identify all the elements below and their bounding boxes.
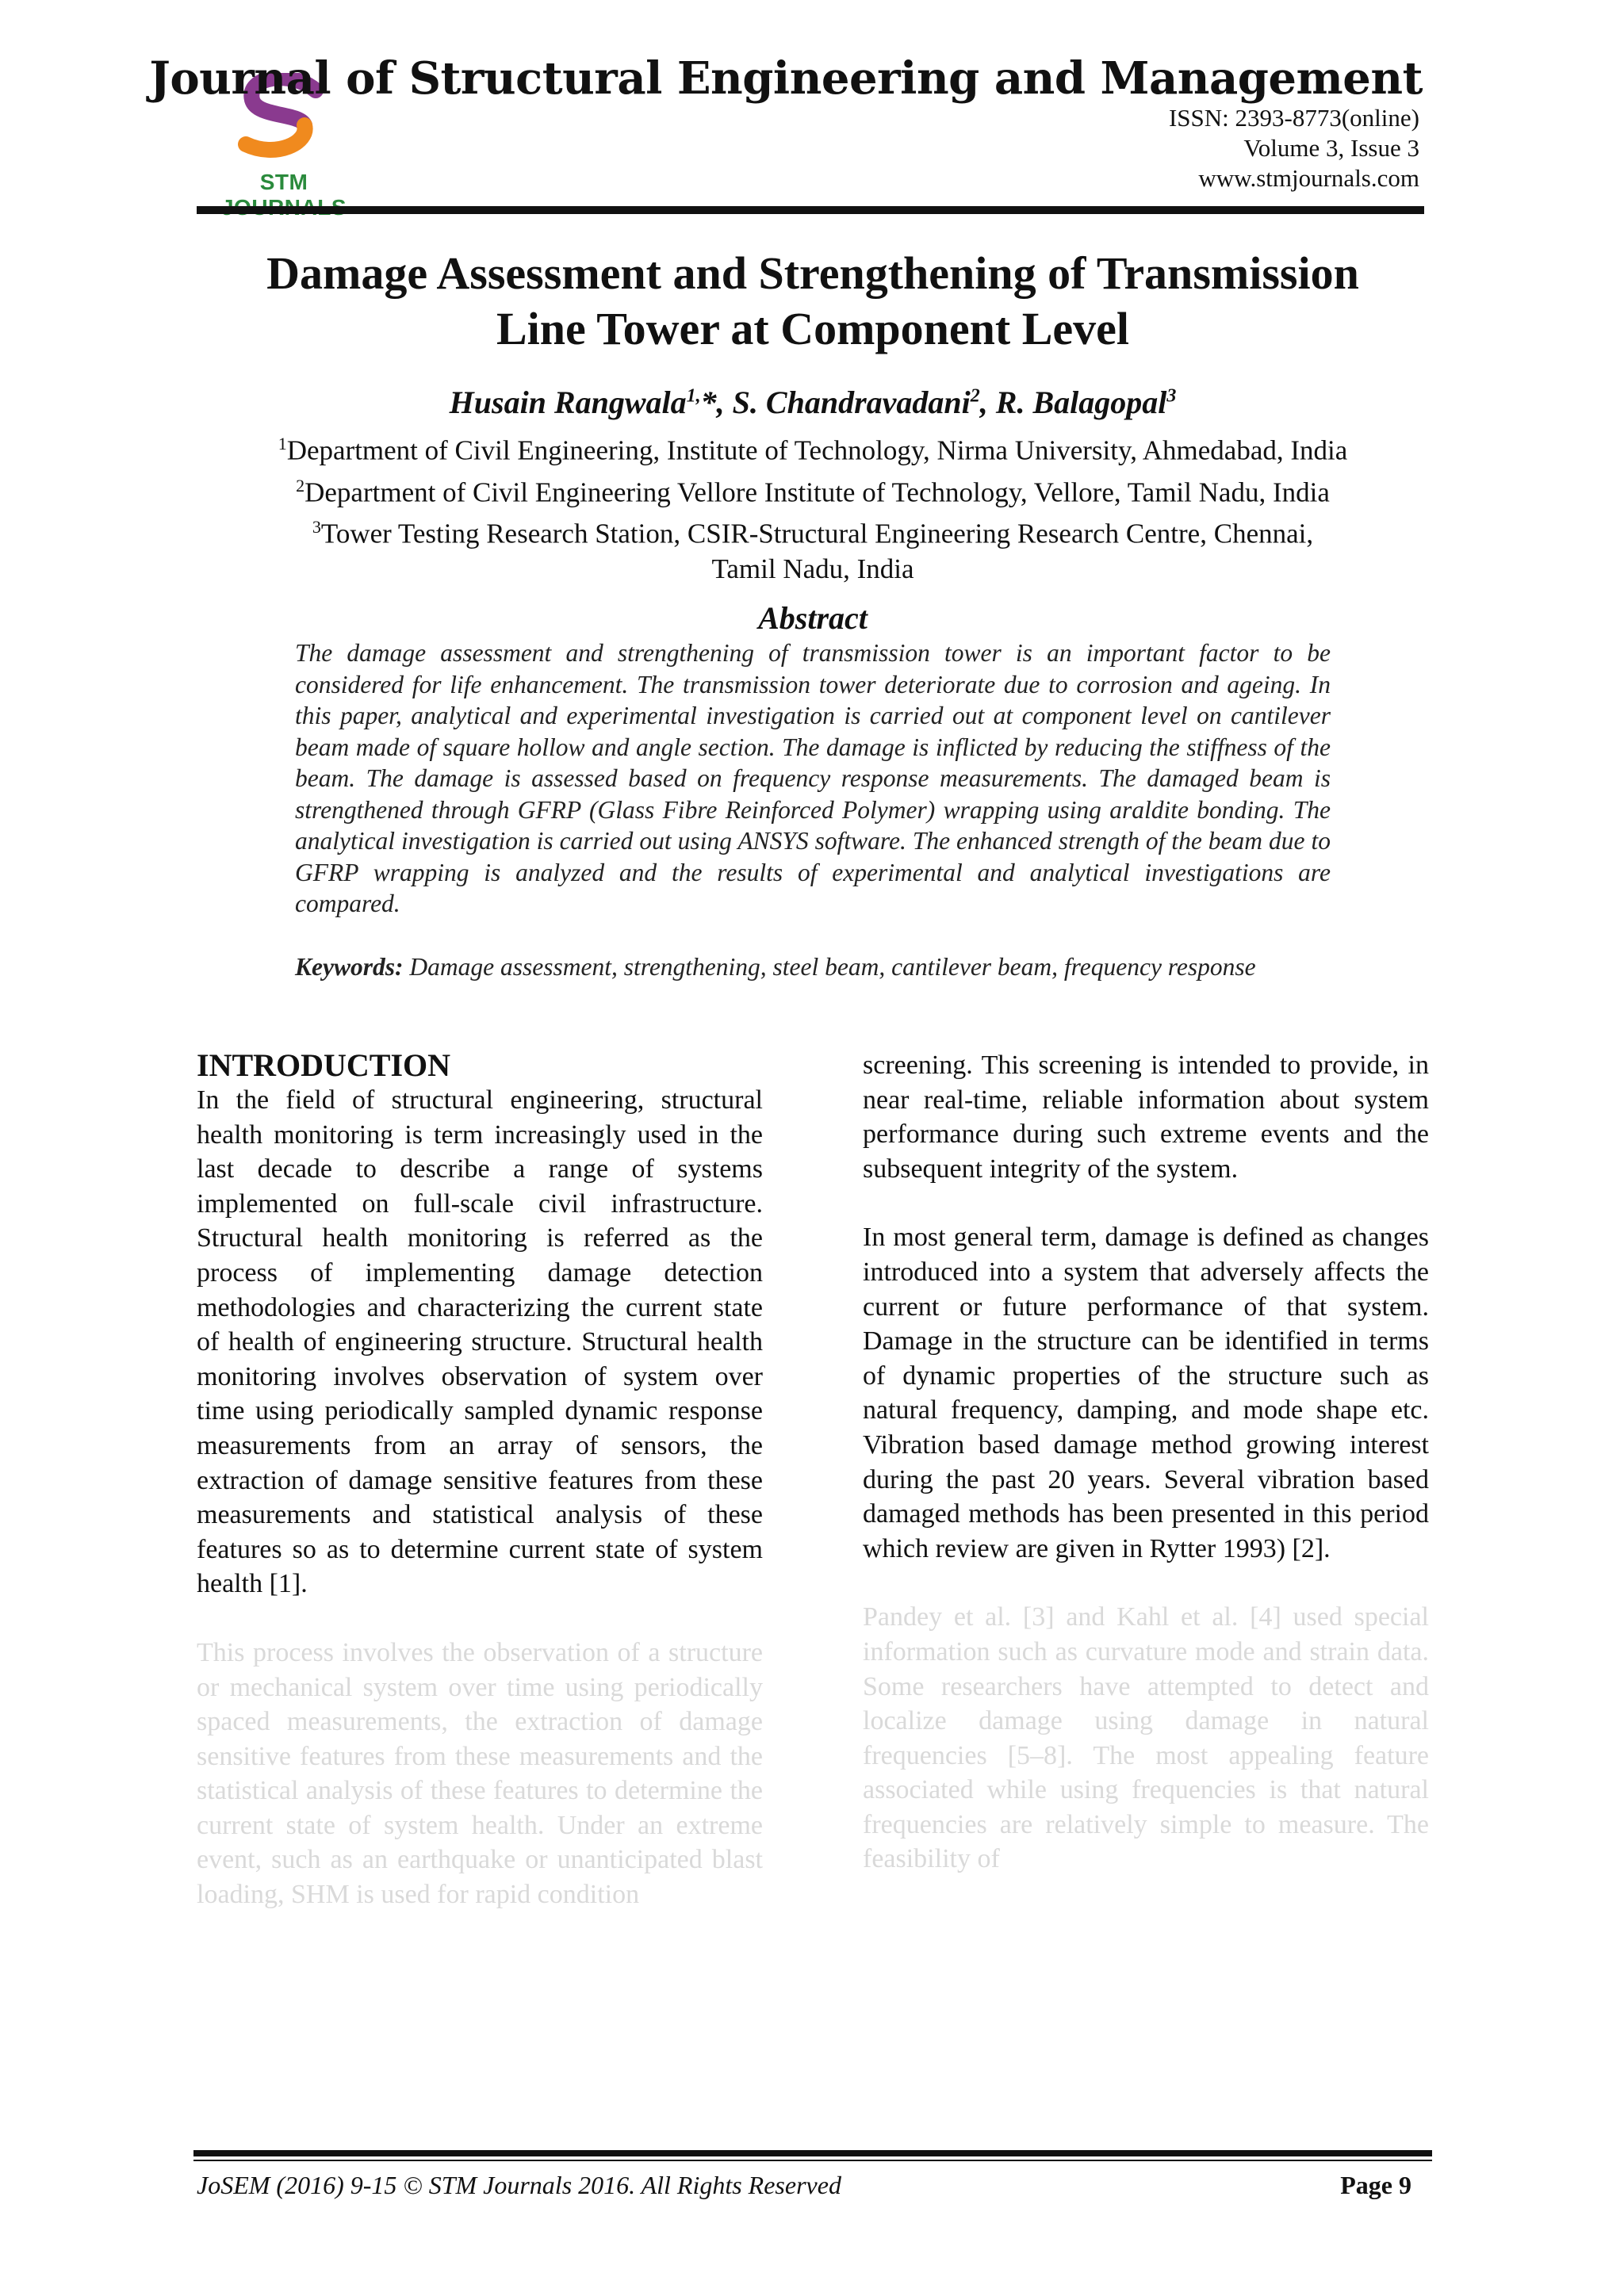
volume-issue: Volume 3, Issue 3 xyxy=(1243,134,1419,162)
affiliation xyxy=(159,510,1467,552)
affiliation-text: Department of Civil Engineering, Institute of Technology, Nirma University, Ahmedabad, India xyxy=(286,434,1348,466)
abstract-heading: Abstract xyxy=(758,600,868,636)
logo-text: STM xyxy=(259,170,308,194)
affiliation-text: Tamil Nadu, India xyxy=(711,553,914,584)
page-number: Page 9 xyxy=(1340,2171,1411,2199)
issn: ISSN: 2393-8773(online) xyxy=(1168,104,1419,132)
keywords xyxy=(295,951,1331,983)
affiliation-text: Department of Civil Engineering Vellore Institute of Technology, Vellore, Tamil Nadu, India xyxy=(304,476,1330,508)
journal-meta xyxy=(1169,103,1419,193)
author-sup: 1, xyxy=(686,385,701,407)
right-column xyxy=(863,1048,1429,1911)
author-name: S. Chandravadani xyxy=(732,385,971,420)
authors xyxy=(159,384,1467,421)
author-sup: 2 xyxy=(970,385,980,407)
keywords-text: Damage assessment, strengthening, steel beam, cantilever beam, frequency response xyxy=(403,953,1256,981)
paragraph: screening. This screening is intended to provide, in near real-time, reliable information about system performance during such extreme events and the subsequent integrity of the system. xyxy=(863,1050,1429,1184)
paragraph-faded: Pandey et al. [3] and Kahl et al. [4] used special information such as curvature mode and strain data. Some researchers have attempted to detect and localize damage using damage in natural frequencies [5–8]. The most appealing feature associated while using frequencies is that natural frequencies are relatively simple to measure. The feasibility of xyxy=(863,1602,1429,1874)
affiliation xyxy=(159,427,1467,469)
affiliation-text: Tower Testing Research Station, CSIR-Structural Engineering Research Centre, Chennai, xyxy=(320,518,1314,549)
affiliation xyxy=(159,552,1467,587)
abstract-text: The damage assessment and strengthening of transmission tower is an important factor to be considered for life enhancement. The transmission tower deteriorate due to corrosion and ageing. In this paper, analytical and experimental investigation is carried out at component level on cantilever beam made of square hollow and angle section. The damage is inflicted by reducing the stiffness of the beam. The damage is assessed based on frequency response measurements. The damaged beam is strengthened through GFRP (Glass Fibre Reinforced Polymer) wrapping using araldite bonding. The analytical investigation is carried out using ANSYS software. The enhanced strength of the beam due to GFRP wrapping is analyzed and the results of experimental and analytical investigations are compared. xyxy=(295,639,1331,917)
journal-website: www.stmjournals.com xyxy=(1198,164,1419,192)
affiliation-sup: 2 xyxy=(296,475,305,496)
affiliation-sup: 3 xyxy=(312,517,321,538)
affiliations xyxy=(159,427,1467,587)
affiliation-sup: 1 xyxy=(278,434,287,453)
header-rule xyxy=(197,206,1424,214)
author-sup: 3 xyxy=(1166,385,1177,407)
section-heading-introduction: INTRODUCTION xyxy=(197,1047,451,1083)
paper-title-line1: Damage Assessment and Strengthening of Transmission xyxy=(266,247,1359,299)
author-name: R. Balagopal xyxy=(995,385,1167,420)
footer-rule xyxy=(193,2150,1432,2156)
paper-title xyxy=(159,246,1467,357)
footer-citation: JoSEM (2016) 9-15 © STM Journals 2016. All Rights Reserved xyxy=(197,2171,841,2199)
author-name: Husain Rangwala xyxy=(449,385,687,420)
paragraph: In the field of structural engineering, structural health monitoring is term increasingly used in the last decade to describe a range of systems implemented on full-scale civil infrastructure. Structural health monitoring is referred as the process of implementing damage detection methodologies and characterizing the current state of health of engineering structure. Structural health monitoring involves observation of system over time using periodically sampled dynamic response measurements from an array of sensors, the extraction of damage sensitive features from these measurements and statistical analysis of these features so as to determine current state of system health [1]. xyxy=(197,1085,763,1599)
keywords-label: Keywords: xyxy=(295,953,404,981)
footer-rule-thin xyxy=(193,2160,1432,2161)
paper-title-line2: Line Tower at Component Level xyxy=(496,303,1130,354)
journal-title: Journal of Structural Engineering and Management xyxy=(149,52,1423,105)
affiliation xyxy=(159,469,1467,511)
paragraph-faded: This process involves the observation of a structure or mechanical system over time using periodically spaced measurements, the extraction of damage sensitive features from these measurements and the statistical analysis of these features to determine the current state of system health. Under an extreme event, such as an earthquake or unanticipated blast loading, SHM is used for rapid condition xyxy=(197,1637,763,1910)
author-suffix: *, xyxy=(700,385,733,420)
left-column xyxy=(197,1048,763,1946)
paragraph: In most general term, damage is defined as changes introduced into a system that adversely affects the current or future performance of that system. Damage in the structure can be identified in terms of dynamic properties of the structure such as natural frequency, damping, and mode shape etc. Vibration based damage method growing interest during the past 20 years. Several vibration based damaged methods has been presented in this period which review are given in Rytter 1993) [2]. xyxy=(863,1223,1429,1563)
author-suffix: , xyxy=(979,385,996,420)
